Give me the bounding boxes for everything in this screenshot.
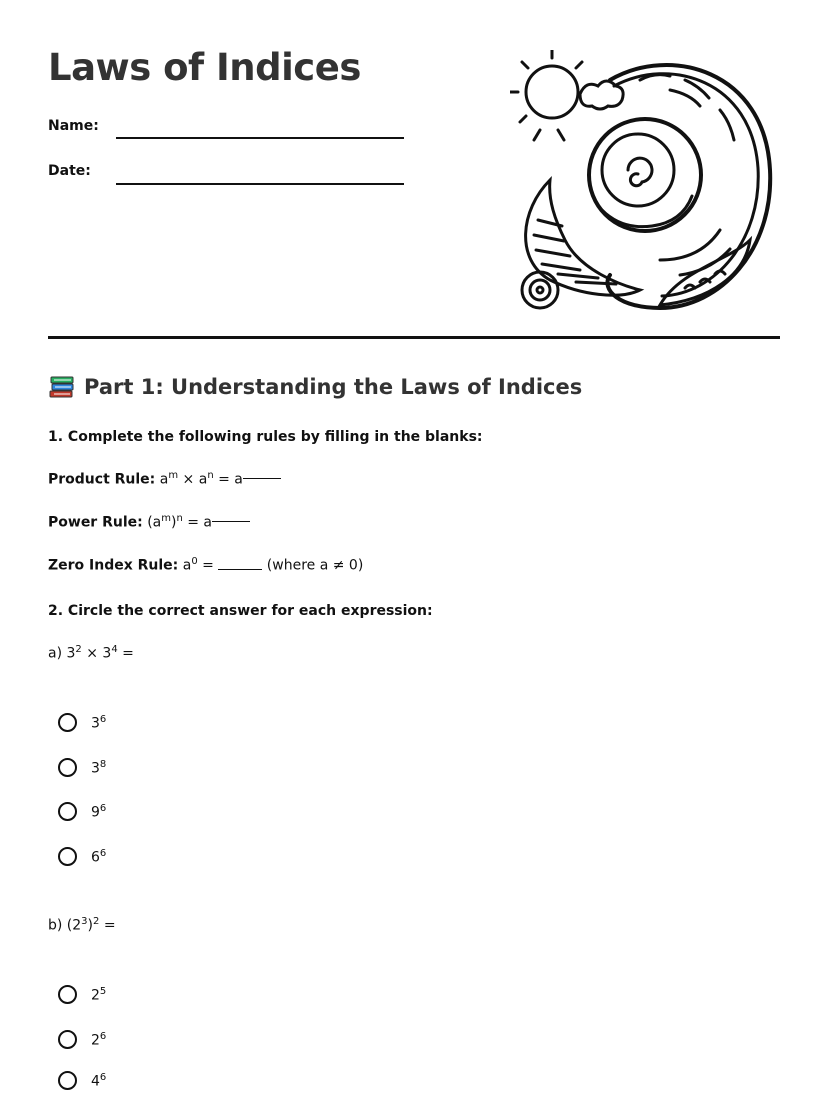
product-rule-label: Product Rule: xyxy=(48,471,156,488)
expr-b-suffix: = xyxy=(99,917,116,934)
zero-index-rule xyxy=(48,556,363,574)
power-rule xyxy=(48,513,250,531)
zero-rule-label: Zero Index Rule: xyxy=(48,557,179,574)
expr-a-exp1: 2 xyxy=(75,644,82,655)
expr-a-mid: × 3 xyxy=(81,645,112,662)
option-a4[interactable] xyxy=(58,847,106,866)
power-exp1: m xyxy=(161,513,171,524)
product-blank[interactable] xyxy=(243,478,281,479)
option-b2[interactable] xyxy=(58,1030,106,1049)
power-open: (a xyxy=(147,514,162,531)
product-eq: = a xyxy=(213,471,243,488)
power-blank[interactable] xyxy=(212,521,250,522)
option-label: $4^6$ xyxy=(91,1071,107,1090)
koru-artwork xyxy=(510,50,780,318)
radio-button[interactable] xyxy=(58,758,77,777)
part1-heading xyxy=(48,374,582,400)
books-icon xyxy=(48,374,76,400)
option-label: $6^6$ xyxy=(91,847,107,866)
option-label: $2^5$ xyxy=(91,985,107,1004)
expr-a-exp2: 4 xyxy=(111,644,118,655)
option-b1[interactable] xyxy=(58,985,106,1004)
radio-button[interactable] xyxy=(58,1030,77,1049)
option-a1[interactable] xyxy=(58,713,106,732)
option-label: $3^8$ xyxy=(91,758,107,777)
section-divider xyxy=(48,336,780,339)
expr-b-prefix: b) (2 xyxy=(48,917,82,934)
radio-button[interactable] xyxy=(58,847,77,866)
zero-note: (where a ≠ 0) xyxy=(262,557,364,574)
expr-a-suffix: = xyxy=(117,645,134,662)
product-exp1: m xyxy=(168,470,179,481)
sun-icon xyxy=(526,66,578,118)
zero-base: a xyxy=(182,557,192,574)
name-field[interactable] xyxy=(116,137,404,139)
zero-exp: 0 xyxy=(191,556,198,567)
part1-heading-text: Part 1: Understanding the Laws of Indices xyxy=(84,375,583,399)
expression-b xyxy=(48,916,116,934)
expr-b-exp2: 2 xyxy=(93,916,100,927)
page-title: Laws of Indices xyxy=(48,46,361,89)
expr-b-mid: ) xyxy=(87,917,94,934)
option-label: $2^6$ xyxy=(91,1030,107,1049)
expr-a-prefix: a) 3 xyxy=(48,645,76,662)
product-exp2: n xyxy=(207,470,214,481)
option-a3[interactable] xyxy=(58,802,106,821)
radio-button[interactable] xyxy=(58,802,77,821)
zero-blank[interactable] xyxy=(218,569,262,570)
power-eq: = a xyxy=(182,514,213,531)
option-a2[interactable] xyxy=(58,758,106,777)
date-field[interactable] xyxy=(116,183,404,185)
product-base1: a xyxy=(159,471,169,488)
radio-button[interactable] xyxy=(58,985,77,1004)
product-base2: a xyxy=(198,471,208,488)
zero-eq: = xyxy=(197,557,219,574)
power-exp2: n xyxy=(176,513,183,524)
power-close: ) xyxy=(170,514,177,531)
radio-button[interactable] xyxy=(58,1071,77,1090)
question-2: 2. Circle the correct answer for each expression: xyxy=(48,603,433,619)
question-1: 1. Complete the following rules by filling in the blanks: xyxy=(48,429,483,445)
option-label: $3^6$ xyxy=(91,713,107,732)
expression-a xyxy=(48,644,134,662)
product-times: × xyxy=(178,471,199,488)
date-label: Date: xyxy=(48,163,91,179)
option-label: $9^6$ xyxy=(91,802,107,821)
expr-b-exp1: 3 xyxy=(81,916,88,927)
option-b3[interactable] xyxy=(58,1071,106,1090)
power-rule-label: Power Rule: xyxy=(48,514,143,531)
name-label: Name: xyxy=(48,118,99,134)
radio-button[interactable] xyxy=(58,713,77,732)
product-rule xyxy=(48,470,281,488)
